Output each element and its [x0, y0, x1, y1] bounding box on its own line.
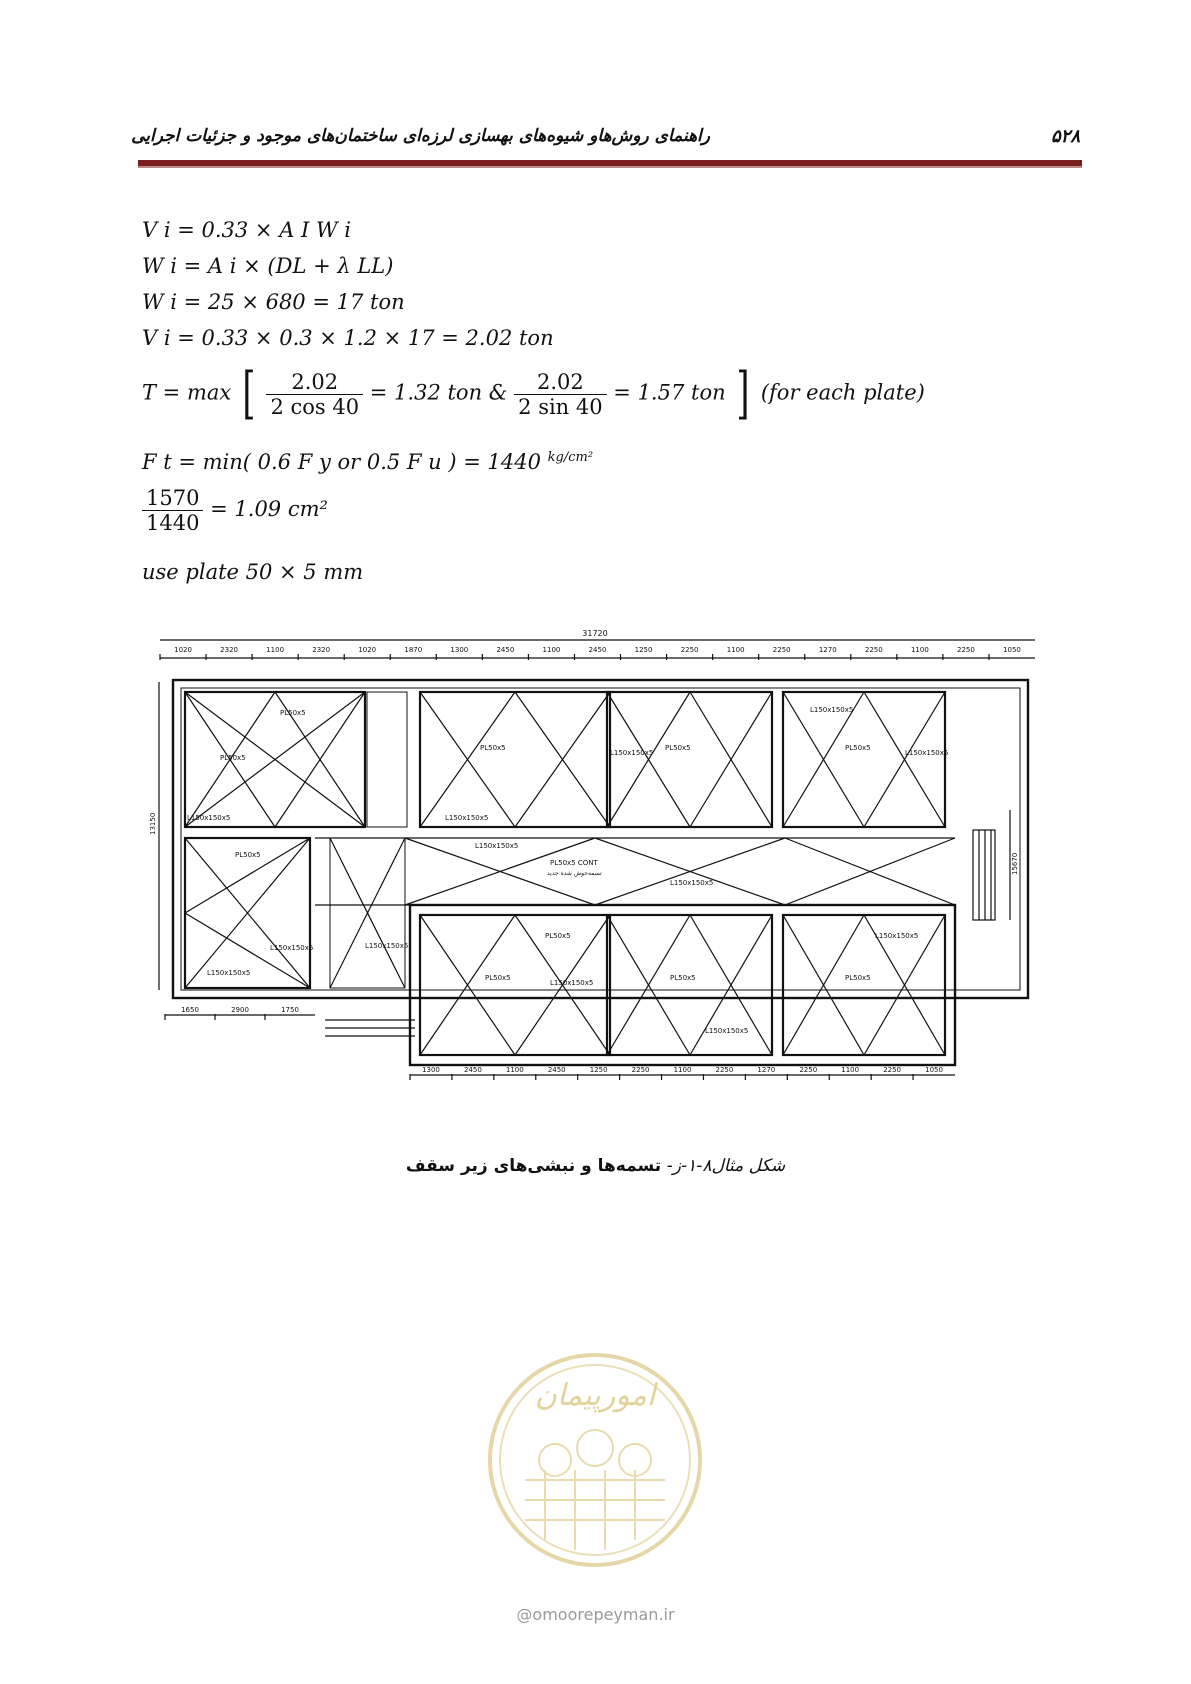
top-room-4 — [783, 692, 945, 827]
dimension-label: 2250 — [631, 1066, 650, 1074]
angle-label: L150x150x5 — [550, 979, 594, 987]
dimension-label: 1300 — [450, 646, 469, 654]
eq6-unit: kg/cm² — [547, 450, 594, 465]
eq7-den: 1440 — [146, 511, 200, 535]
dimension-label: 1100 — [505, 1066, 524, 1074]
equation-4: V i = 0.33 × 0.3 × 1.2 × 17 = 2.02 ton — [142, 326, 554, 350]
right-bracket: ] — [736, 361, 750, 426]
plate-label: PL50x5 — [665, 744, 691, 752]
eq7-num: 1570 — [142, 486, 203, 511]
eq6-lhs: F t = min( 0.6 F y or 0.5 F u ) = 1440 — [142, 450, 541, 474]
dimension-label: 2320 — [312, 646, 331, 654]
equation-1: V i = 0.33 × A I W i — [142, 218, 351, 242]
caption-label: شکل مثال۸-۱-ز- — [666, 1156, 786, 1176]
dimension-label: 1020 — [174, 646, 192, 654]
eq7-fraction — [142, 486, 203, 535]
left-dimension-label: 13150 — [149, 812, 157, 835]
dimension-label: 1100 — [542, 646, 561, 654]
eq5-lhs: T = max — [142, 380, 232, 405]
angle-label: L150x150x5 — [705, 1027, 749, 1035]
overall-dimension-label: 31720 — [582, 629, 608, 638]
left-lower-room — [185, 838, 310, 988]
dimension-label: 1050 — [1003, 646, 1021, 654]
bottom-room-3 — [783, 915, 945, 1055]
dimension-label: 1250 — [634, 646, 653, 654]
dimension-label: 1300 — [422, 1066, 440, 1074]
angle-label: L150x150x5 — [670, 879, 714, 887]
dimension-label: 1020 — [358, 646, 377, 654]
angle-label: L150x150x5 — [270, 944, 314, 952]
dimension-label: 2900 — [231, 1006, 249, 1014]
eq5-fraction-2 — [514, 370, 606, 419]
plate-label: PL50x5 — [220, 754, 246, 762]
dimension-label: 2320 — [220, 646, 238, 654]
dimension-label: 1100 — [673, 1066, 692, 1074]
dimension-label: 1650 — [181, 1006, 199, 1014]
plate-label: PL50x5 — [845, 974, 871, 982]
dimension-label: 2450 — [463, 1066, 482, 1074]
angle-label: L150x150x5 — [207, 969, 251, 977]
floor-plan-drawing — [149, 620, 1045, 1120]
eq5-den2: 2 sin 40 — [518, 394, 603, 419]
equation-2: W i = A i × (DL + λ LL) — [142, 254, 394, 278]
left-bracket: [ — [242, 361, 256, 426]
cont-plate-label: PL50x5 CONT — [550, 859, 598, 867]
plate-label: PL50x5 — [545, 932, 571, 940]
figure-caption — [0, 1156, 1191, 1176]
dimension-label: 2250 — [772, 646, 791, 654]
dimension-label: 1870 — [404, 646, 423, 654]
dimension-label: 1100 — [266, 646, 285, 654]
dimension-label: 2250 — [864, 646, 883, 654]
top-room-3 — [607, 692, 772, 827]
dimension-label: 2250 — [957, 646, 975, 654]
caption-text: تسمه‌ها و نبشی‌های زیر سقف — [405, 1156, 662, 1176]
dimension-label: 2250 — [799, 1066, 818, 1074]
dimension-label: 1100 — [726, 646, 745, 654]
top-room-2 — [420, 692, 610, 827]
dimension-label: 1270 — [757, 1066, 776, 1074]
angle-label: L150x150x5 — [610, 749, 654, 757]
eq5-num2: 2.02 — [514, 370, 606, 395]
corridor — [315, 838, 955, 905]
bottom-right-dimension-labels — [410, 1066, 943, 1080]
page-number: ۵۲۸ — [1050, 126, 1080, 147]
running-title: راهنمای روش‌هاو شیوه‌های بهسازی لرزه‌ای ساختمان‌های موجود و جزئیات اجرایی — [131, 126, 710, 146]
equation-6 — [142, 450, 593, 474]
plate-label: PL50x5 — [845, 744, 871, 752]
eq7-res: = 1.09 cm² — [210, 497, 328, 521]
angle-label: L150x150x5 — [365, 942, 409, 950]
eq5-note: (for each plate) — [760, 380, 925, 405]
dimension-label: 1100 — [910, 646, 929, 654]
right-dimension-label: 15670 — [1011, 852, 1019, 875]
plate-label: PL50x5 — [235, 851, 261, 859]
dimension-label: 1100 — [841, 1066, 860, 1074]
entry-steps — [973, 830, 995, 920]
eq5-den1: 2 cos 40 — [270, 394, 360, 419]
dimension-label: 2450 — [547, 1066, 566, 1074]
dimension-label: 2250 — [715, 1066, 734, 1074]
plate-label: PL50x5 — [480, 744, 506, 752]
angle-label: L150x150x5 — [905, 749, 949, 757]
dimension-label: 2450 — [588, 646, 607, 654]
equation-8: use plate 50 × 5 mm — [142, 560, 364, 584]
plate-label: PL50x5 — [670, 974, 696, 982]
page-header — [131, 126, 1080, 156]
watermark-site: @omoorepeyman.ir — [516, 1605, 675, 1624]
dimension-label: 1750 — [281, 1006, 299, 1014]
dimension-label: 2250 — [680, 646, 699, 654]
dimension-label: 1250 — [589, 1066, 608, 1074]
logo-text: امورپیمان — [534, 1378, 656, 1413]
bottom-left-dimension-labels — [165, 1006, 299, 1020]
dimension-label: 1270 — [818, 646, 837, 654]
stair-hall — [325, 838, 415, 1036]
angle-label: L150x150x5 — [445, 814, 489, 822]
equation-7 — [142, 486, 328, 535]
equation-5 — [142, 361, 925, 426]
angle-label: L150x150x5 — [187, 814, 231, 822]
eq5-res1: = 1.32 ton & — [369, 380, 508, 405]
eq5-num1: 2.02 — [266, 370, 363, 395]
angle-label: L150x150x5 — [475, 842, 519, 850]
angle-label: L150x150x5 — [810, 706, 854, 714]
plate-label: PL50x5 — [485, 974, 511, 982]
dimension-label: 2450 — [496, 646, 515, 654]
new-weld-note: تسمه‌جوش شده جدید — [547, 870, 602, 877]
dimension-label: 1050 — [925, 1066, 943, 1074]
top-room-1 — [185, 692, 365, 827]
plate-label: PL50x5 — [280, 709, 306, 717]
header-rule — [138, 160, 1082, 168]
watermark-logo — [485, 1330, 705, 1590]
dimension-label: 2250 — [883, 1066, 902, 1074]
equation-3: W i = 25 × 680 = 17 ton — [142, 290, 405, 314]
eq5-res2: = 1.57 ton — [613, 380, 726, 405]
angle-label: L150x150x5 — [875, 932, 919, 940]
eq5-fraction-1 — [266, 370, 363, 419]
